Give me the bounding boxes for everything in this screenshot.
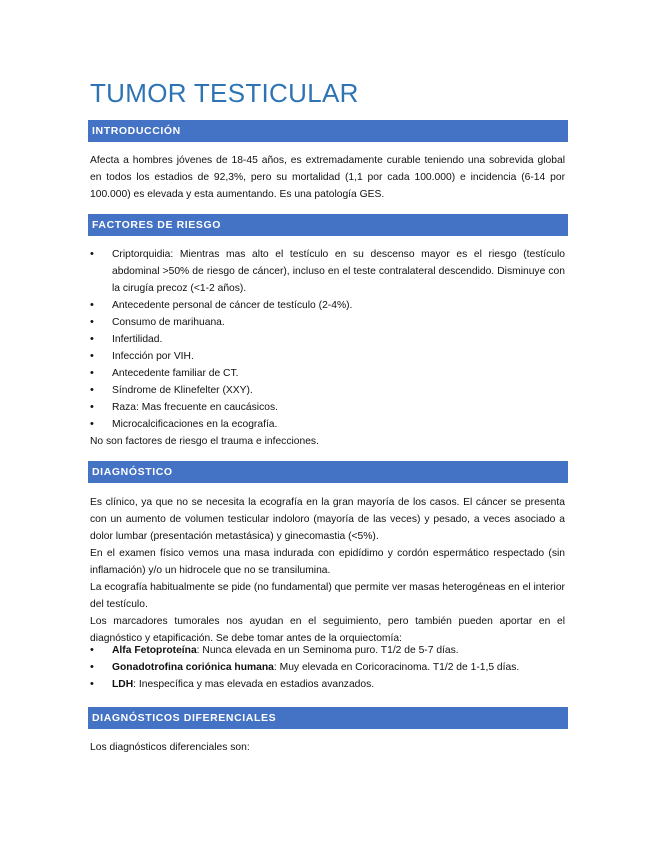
bullet-icon: • <box>90 333 94 345</box>
tumor-marker-item <box>90 642 565 659</box>
bullet-icon: • <box>90 316 94 328</box>
risk-factor-list <box>90 246 565 433</box>
section-header-risk: FACTORES DE RIESGO <box>88 214 568 236</box>
bullet-icon: • <box>90 418 94 430</box>
bullet-icon: • <box>90 678 94 690</box>
bullet-icon: • <box>90 350 94 362</box>
intro-text: Afecta a hombres jóvenes de 18-45 años, es extremadamente curable teniendo una sobrevida global en todos los estadios de 92,3%, pero su mortalidad (1,1 por cada 100.000) e incidencia (6-14 por 100.000) es elevada y esta aumentando. Es una patología GES. <box>90 155 565 200</box>
risk-factor-item <box>90 348 565 365</box>
section-header-diagnosis: DIAGNÓSTICO <box>88 461 568 483</box>
bullet-icon: • <box>90 384 94 396</box>
diagnosis-text: La ecografía habitualmente se pide (no fundamental) que permite ver masas heterogéneas en el interior del testículo. <box>90 582 565 610</box>
intro-paragraph <box>90 152 565 203</box>
risk-factor-item <box>90 399 565 416</box>
risk-factor-text: Criptorquidia: Mientras mas alto el testículo en su descenso mayor es el riesgo (testículo abdominal >50% de riesgo de cáncer), incluso en el teste contralateral descendido. Disminuye con la cirugía precoz (<1-2 años). <box>112 249 565 294</box>
differential-text: Los diagnósticos diferenciales son: <box>90 742 250 753</box>
tumor-marker-item <box>90 659 565 676</box>
bullet-icon: • <box>90 299 94 311</box>
tumor-marker-desc: : Muy elevada en Coricoracinoma. T1/2 de 1-1,5 días. <box>273 662 520 673</box>
section-header-differential: DIAGNÓSTICOS DIFERENCIALES <box>88 707 568 729</box>
risk-factor-item <box>90 331 565 348</box>
risk-factor-text: Infección por VIH. <box>112 351 194 362</box>
risk-factor-item <box>90 416 565 433</box>
bullet-icon: • <box>90 644 94 656</box>
risk-factor-text: Raza: Mas frecuente en caucásicos. <box>112 402 278 413</box>
risk-factor-item <box>90 246 565 297</box>
risk-factor-text: Antecedente familiar de CT. <box>112 368 239 379</box>
risk-factor-text: Antecedente personal de cáncer de testículo (2-4%). <box>112 300 353 311</box>
risk-factor-text: Síndrome de Klinefelter (XXY). <box>112 385 253 396</box>
tumor-marker-name: Alfa Fetoproteína <box>112 645 197 656</box>
risk-factor-text: Infertilidad. <box>112 334 163 345</box>
bullet-icon: • <box>90 401 94 413</box>
diagnosis-paragraphs <box>90 494 565 647</box>
tumor-marker-list <box>90 642 565 693</box>
tumor-marker-name: Gonadotrofina coriónica humana <box>112 662 274 673</box>
diagnosis-text: En el examen físico vemos una masa indurada con epidídimo y cordón espermático respectado (sin inflamación) y/o un hidrocele que no se transilumina. <box>90 548 565 576</box>
diagnosis-text: Los marcadores tumorales nos ayudan en el seguimiento, pero también pueden aportar en el diagnóstico y etapificación. Se debe tomar antes de la orquiectomía: <box>90 616 565 644</box>
page-title: TUMOR TESTICULAR <box>90 78 359 108</box>
bullet-icon: • <box>90 661 94 673</box>
risk-factor-text: Microcalcificaciones en la ecografía. <box>112 419 278 430</box>
risk-factor-item <box>90 365 565 382</box>
tumor-marker-name: LDH <box>112 679 134 690</box>
bullet-icon: • <box>90 367 94 379</box>
diagnosis-text: Es clínico, ya que no se necesita la ecografía en la gran mayoría de los casos. El cáncer se presenta con un aumento de volumen testicular indoloro (mayoría de las veces) y pesado, a veces asociado a dolor lumbar (presentación metastásica) y ginecomastia (<5%). <box>90 497 565 542</box>
section-header-intro: INTRODUCCIÓN <box>88 120 568 142</box>
risk-factor-item <box>90 297 565 314</box>
tumor-marker-desc: : Nunca elevada en un Seminoma puro. T1/2 de 5-7 días. <box>196 645 459 656</box>
risk-factor-item <box>90 314 565 331</box>
bullet-icon: • <box>90 248 94 260</box>
risk-factor-item <box>90 382 565 399</box>
risk-note: No son factores de riesgo el trauma e infecciones. <box>90 436 319 447</box>
risk-factor-text: Consumo de marihuana. <box>112 317 225 328</box>
tumor-marker-item <box>90 676 565 693</box>
tumor-marker-desc: : Inespecífica y mas elevada en estadios avanzados. <box>133 679 375 690</box>
